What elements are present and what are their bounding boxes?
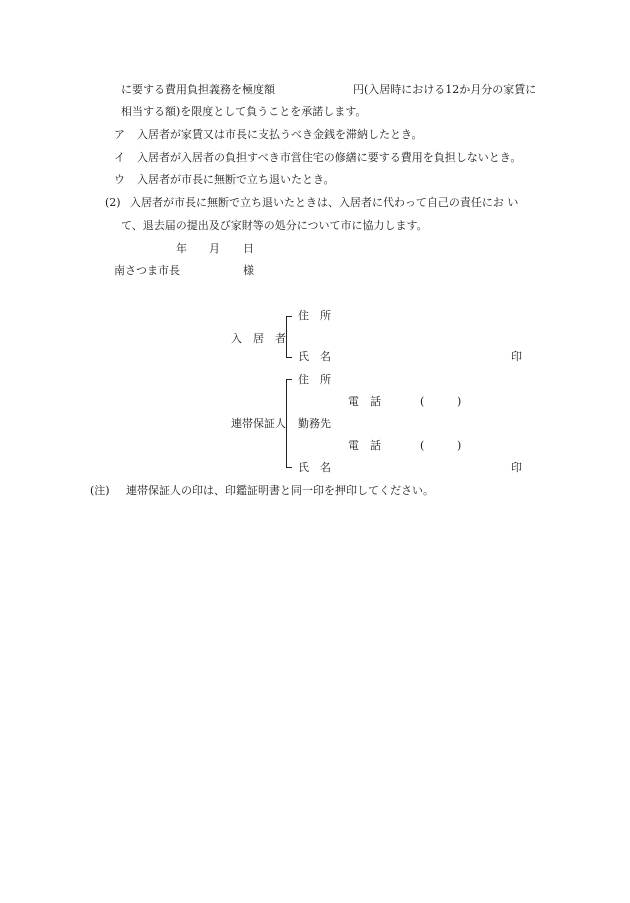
guarantor-phone-label: 電 話 bbox=[348, 395, 381, 408]
tenant-seal: 印 bbox=[511, 350, 522, 363]
date-month: 月 bbox=[209, 242, 220, 255]
guarantor-phone2-label: 電 話 bbox=[348, 439, 381, 452]
tenant-bracket bbox=[286, 316, 292, 358]
item-u-text: 入居者が市長に無断で立ち退いたとき。 bbox=[137, 173, 335, 186]
tenant-label: 入 居 者 bbox=[231, 332, 286, 345]
tenant-address-label: 住 所 bbox=[298, 309, 331, 322]
guarantor-phone-paren-close: ) bbox=[457, 395, 462, 408]
item-i-mark: イ bbox=[114, 151, 125, 164]
guarantor-phone2-paren-open: ( bbox=[420, 439, 425, 452]
guarantor-phone2-paren-close: ) bbox=[457, 439, 462, 452]
guarantor-name-label: 氏 名 bbox=[298, 461, 331, 474]
guarantor-address-label: 住 所 bbox=[298, 373, 331, 386]
guarantor-workplace-label: 勤務先 bbox=[298, 417, 331, 430]
item-i-text: 入居者が入居者の負担すべき市営住宅の修繕に要する費用を負担しないとき。 bbox=[137, 151, 522, 164]
para2-line-1: 入居者が市長に無断で立ち退いたときは、入居者に代わって自己の責任にお い bbox=[130, 196, 519, 209]
tenant-name-label: 氏 名 bbox=[298, 350, 331, 363]
date-year: 年 bbox=[176, 242, 187, 255]
addressee-name: 南さつま市長 bbox=[114, 264, 180, 277]
guarantor-bracket bbox=[286, 379, 292, 468]
para2-line-2: て、退去届の提出及び家財等の処分について市に協力します。 bbox=[121, 219, 428, 232]
item-u-mark: ウ bbox=[114, 173, 125, 186]
guarantor-seal: 印 bbox=[511, 461, 522, 474]
note-mark: (注) bbox=[90, 484, 110, 497]
body-line-1b: 円(入居時における12か月分の家賃に bbox=[353, 83, 537, 96]
item-a-text: 入居者が家賃又は市長に支払うべき金銭を滞納したとき。 bbox=[137, 128, 423, 141]
addressee-honorific: 様 bbox=[243, 264, 254, 277]
date-day: 日 bbox=[243, 242, 254, 255]
guarantor-phone-paren-open: ( bbox=[420, 395, 425, 408]
note-text: 連帯保証人の印は、印鑑証明書と同一印を押印してください。 bbox=[126, 484, 434, 497]
item-a-mark: ア bbox=[114, 128, 125, 141]
para2-number: (2) bbox=[105, 196, 121, 209]
guarantor-label: 連帯保証人 bbox=[231, 417, 286, 430]
body-line-2: 相当する額)を限度として負うことを承諾します。 bbox=[121, 105, 367, 118]
body-line-1a: に要する費用負担義務を極度額 bbox=[121, 83, 275, 96]
